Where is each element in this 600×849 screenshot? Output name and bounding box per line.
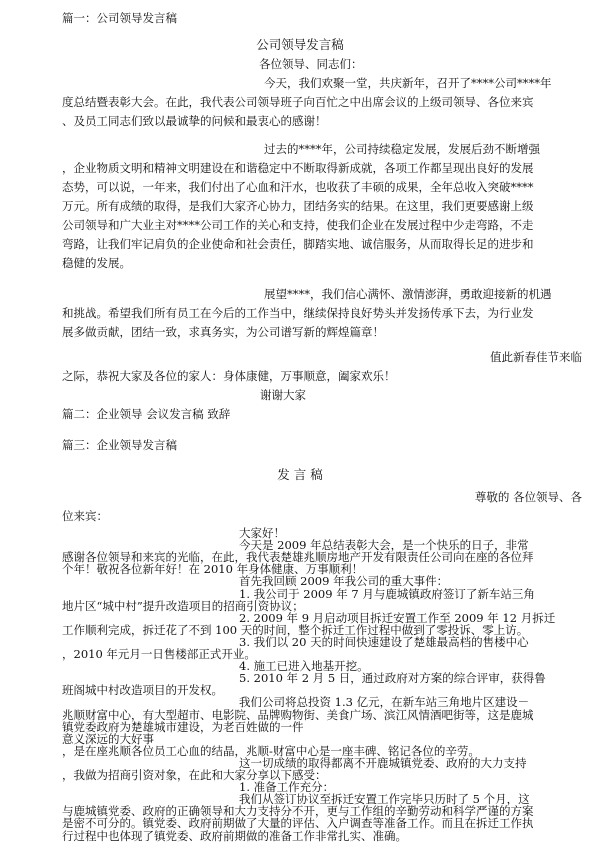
paragraph-line: ，我做为招商引资对象，在此和大家分享以下感受： bbox=[62, 768, 327, 782]
paragraph-line: 工作顺利完成，拆迁花了不到 100 天的时间，整个拆迁工作过程中做到了零投诉、零上访。 bbox=[62, 622, 529, 637]
paragraph-line: 我们公司将总投资 1.3 亿元，在新车站三角地片区建设－ bbox=[239, 695, 530, 710]
paragraph-line: 镇党委政府为楚雄城市建设，为老百姓做的一件 bbox=[62, 719, 304, 734]
section1-title: 公司领导发言稿 bbox=[256, 37, 344, 52]
paragraph-line: 今天是 2009 年总结表彰大会，是一个快乐的日子，非常 bbox=[239, 538, 529, 553]
paragraph-line: ，企业物质文明和精神文明建设在和谐稳定中不断取得新成就，各项工作都呈现出良好的发展 bbox=[62, 161, 534, 175]
paragraph-line: 弯路，让我们牢记肩负的企业使命和社会责任，脚踏实地、诚信服务，从而取得长足的进步和 bbox=[62, 237, 534, 251]
paragraph-line: 意义深远的大好事 bbox=[62, 731, 154, 746]
paragraph-line: ，是在座兆顺各位员工心血的结晶，兆顺-财富中心是一座丰碑、铭记各位的辛劳。 bbox=[62, 743, 480, 758]
paragraph-line: 大家好！ bbox=[239, 526, 285, 540]
paragraph-line: 2. 2009 年 9 月启动项目拆迁安置工作至 2009 年 12 月拆迁 bbox=[239, 610, 556, 625]
paragraph-line: 度总结暨表彰大会。在此，我代表公司领导班子向百忙之中出席会议的上级司领导、各位来宾 bbox=[62, 95, 534, 109]
paragraph-line: 这一切成绩的取得都离不开鹿城镇党委、政府的大力支持 bbox=[239, 755, 527, 770]
paragraph-line: 班阁城中村改造项目的开发权。 bbox=[62, 683, 223, 698]
paragraph-line: 1. 我公司于 2009 年 7 月与鹿城镇政府签订了新车站三角 bbox=[239, 586, 535, 601]
paragraph-line: 是密不可分的。镇党委、政府前期做了大量的评估、入户调查等准备工作。而且在拆迁工作执 bbox=[62, 816, 534, 831]
paragraph-line: 感谢各位领导和来宾的光临，在此，我代表楚雄兆顺房地产开发有限责任公司向在座的各位拜 bbox=[62, 550, 534, 565]
paragraph-line: 稳健的发展。 bbox=[62, 256, 131, 270]
paragraph-line: 5. 2010 年 2 月 5 日，通过政府对方案的综合评审，获得鲁 bbox=[239, 671, 546, 686]
paragraph-line: 过去的****年，公司持续稳定发展，发展后劲不断增强 bbox=[264, 142, 540, 156]
section3-title: 发 言 稿 bbox=[277, 467, 323, 482]
paragraph-line: 行过程中也体现了镇党委、政府前期做的准备工作非常扎实、准确。 bbox=[62, 828, 407, 843]
paragraph-line: 地片区“城中村”提升改造项目的招商引资协议； bbox=[62, 598, 304, 613]
paragraph-line: ，2010 年元月一日售楼部正式开业。 bbox=[62, 647, 256, 661]
paragraph-line: 之际，恭祝大家及各位的家人：身体康健，万事顺意，阖家欢乐！ bbox=[62, 369, 396, 383]
paragraph-line: 值此新春佳节来临 bbox=[490, 350, 582, 364]
paragraph-line: 首先我回顾 2009 年我公司的重大事件： bbox=[239, 574, 449, 589]
closing-thanks: 谢谢大家 bbox=[260, 388, 306, 402]
paragraph-line: 展多做贡献，团结一致，求真务实，为公司谱写新的辉煌篇章！ bbox=[62, 325, 384, 339]
paragraph-line: 个年！敬祝各位新年好！在 2010 年身体健康、万事顺利！ bbox=[62, 562, 364, 577]
section1-salutation: 各位领导、同志们： bbox=[259, 57, 363, 71]
paragraph-line: 1. 准备工作充分： bbox=[239, 780, 335, 795]
paragraph-line: 3. 我们以 20 天的时间快速建设了楚雄最高档的售楼中心 bbox=[239, 634, 529, 649]
paragraph-line: 万元。所有成绩的取得，是我们大家齐心协力，团结务实的结果。在这里，我们更要感谢上级 bbox=[62, 199, 534, 213]
paragraph-line: 今天，我们欢聚一堂，共庆新年，召开了****公司****年 bbox=[264, 76, 552, 90]
paragraph-line: 我们从签订协议至拆迁安置工作完毕只历时了 5 个月，这 bbox=[239, 792, 530, 807]
section2-heading: 篇二：企业领导 会议发言稿 致辞 bbox=[62, 407, 231, 421]
paragraph-line: 4. 施工已进入地基开挖。 bbox=[239, 659, 369, 674]
paragraph-line: 态势，可以说，一年来，我们付出了心血和汗水，也收获了丰硕的成果，全年总收入突破**** bbox=[62, 180, 534, 194]
paragraph-line: 位来宾： bbox=[62, 509, 108, 523]
paragraph-line: 兆顺财富中心，有大型超市、电影院、品牌购物街、美食广场、滨江风情酒吧街等，这是鹿城 bbox=[62, 707, 534, 722]
section3-heading: 篇三：企业领导发言稿 bbox=[62, 438, 177, 452]
paragraph-line: 尊敬的 各位领导、各 bbox=[474, 490, 582, 504]
paragraph-line: 展望****，我们信心满怀、激情澎湃，勇敢迎接新的机遇 bbox=[264, 287, 552, 301]
paragraph-line: 与鹿城镇党委、政府的正确领导和大力支持分不开，更与工作组的辛勤劳动和科学严谨的方案 bbox=[62, 804, 534, 819]
paragraph-line: 公司领导和广大业主对****公司工作的关心和支持，使我们企业在发展过程中少走弯路，不走 bbox=[62, 218, 534, 232]
section1-heading: 篇一：公司领导发言稿 bbox=[62, 11, 177, 25]
paragraph-line: 和挑战。希望我们所有员工在今后的工作当中，继续保持良好势头并发扬传承下去，为行业发 bbox=[62, 306, 534, 320]
paragraph-line: 、及员工同志们致以最诚挚的问候和最衷心的感谢！ bbox=[62, 114, 327, 128]
